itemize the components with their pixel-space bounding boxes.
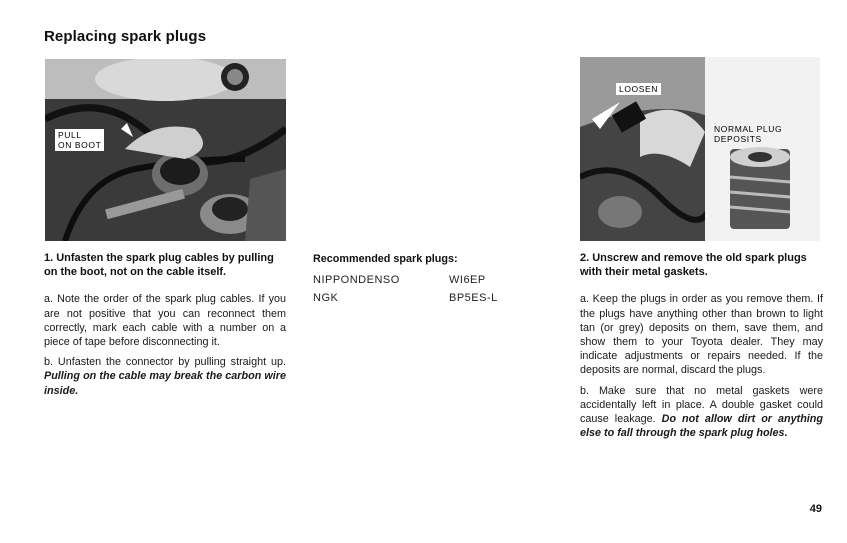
plug-model: WI6EP [449,274,486,286]
step-2-para-b-text: b. Make sure that no metal gaskets were accidentally left in place. A double gasket could cause leakage. [580,384,823,426]
plug-row [313,289,513,307]
step-1-para-b-text: b. Unfasten the connector by pulling straight up. [44,356,286,369]
step-1-para-b [44,355,286,398]
page-number: 49 [809,503,822,515]
step-2-heading: 2. Unscrew and remove the old spark plugs with their metal gaskets. [580,252,807,279]
step-1-para-a: a. Note the order of the spark plug cables. If you are not positive that you can reconnect them correctly, mark each cable with a number on a piece of tape before disconnecting it. [44,293,286,349]
label-line: ON BOOT [58,140,102,150]
step-2-para-b [580,384,823,441]
plug-brand: NGK [313,292,339,304]
plug-model: BP5ES-L [449,292,498,304]
step-1-para-b-warning: Pulling on the cable may break the carbon wire inside. [44,370,286,397]
page-title: Replacing spark plugs [44,28,207,45]
step-2-para-b-warning: Do not allow dirt or anything else to fall through the spark plug holes. [580,413,823,440]
label-line: DEPOSITS [714,134,762,144]
plug-row [313,271,513,289]
recommended-plugs-title: Recommended spark plugs: [313,253,458,265]
photo-loosen-normal-deposits [580,57,820,241]
label-line: PULL [58,130,82,140]
label-line: LOOSEN [619,84,659,94]
label-line: NORMAL PLUG [714,124,783,134]
pull-on-boot-label [55,129,104,151]
step-2-para-a: a. Keep the plugs in order as you remove them. If the plugs have anything other than brown to light tan (or grey) deposits on them, save them, and show them to your Toyota dealer. They may indicate adjustments or repairs needed. If the deposits are normal, discard the plugs. [580,293,823,377]
recommended-plugs [313,253,513,307]
photo-pull-on-boot [45,59,286,241]
step-1-column [44,251,286,398]
plug-brand: NIPPONDENSO [313,274,400,286]
step-2-column [580,251,823,440]
loosen-label [616,83,661,95]
normal-deposits-label [711,123,785,145]
step-1-heading: 1. Unfasten the spark plug cables by pulling on the boot, not on the cable itself. [44,252,274,279]
